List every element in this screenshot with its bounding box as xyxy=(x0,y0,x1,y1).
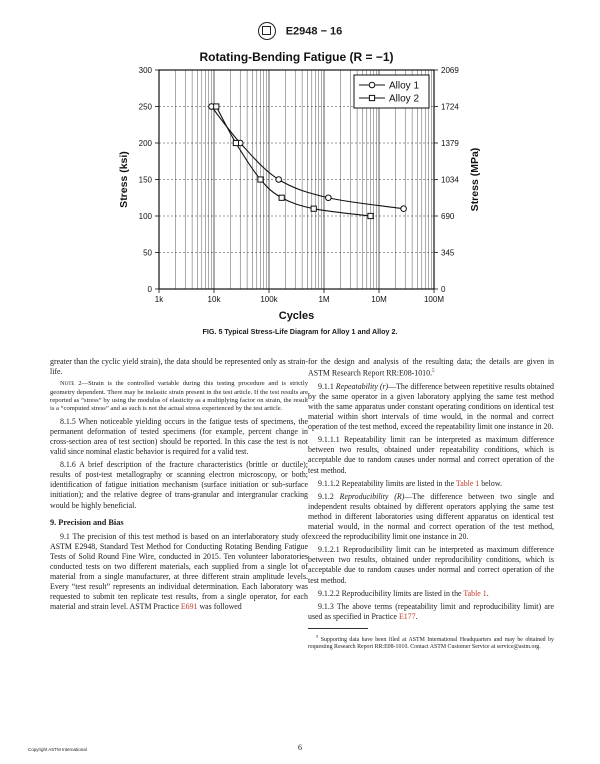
astm-logo-icon xyxy=(258,22,276,40)
copyright: Copyright ASTM International xyxy=(28,747,87,752)
data-point xyxy=(368,213,373,218)
clause-text: 9.1.1.2 Repeatability limits are listed in the xyxy=(318,478,456,488)
paragraph-8-1-6: 8.1.6 A brief description of the fracture characteristics (brittle or ductile); results of post-test metallography or scanning electron microscopy, or both; identification of fatigue initiation mechanism (surface initiation or sub-surface initiation); and the relative degree of trans-granular and intergranular cracking would be highly beneficial. xyxy=(50,460,308,510)
y-tick-label: 50 xyxy=(143,248,152,258)
y2-tick-label: 1724 xyxy=(441,102,459,112)
paragraph-9-1-3 xyxy=(308,602,554,622)
left-column xyxy=(50,357,308,616)
data-point xyxy=(214,104,219,109)
y2-axis-label: Stress (MPa) xyxy=(469,147,481,212)
y-tick-label: 200 xyxy=(138,139,152,148)
x-tick-label: 10k xyxy=(207,295,221,304)
fatigue-chart xyxy=(105,45,495,327)
footnote-ref[interactable]: 5 xyxy=(432,369,435,375)
y-tick-label: 300 xyxy=(138,66,152,75)
document-header xyxy=(0,22,600,40)
link-e177[interactable]: E177 xyxy=(398,611,416,621)
data-point xyxy=(311,206,316,211)
note-2 xyxy=(50,380,308,414)
data-point xyxy=(401,206,407,212)
data-point xyxy=(233,140,238,145)
x-tick-label: 1k xyxy=(154,295,164,304)
clause-text: —The difference between two single and independent results obtained by different operators applying the same test method in different laboratories using different apparatus on identical test material would, in the normal and correct operation of the test method, exceed the reproducibility limit one instance in 20. xyxy=(308,491,555,542)
y2-tick-label: 1379 xyxy=(441,139,459,148)
clause-text: 9.1.2.2 Reproducibility limits are listed in the xyxy=(318,588,464,598)
y2-tick-label: 345 xyxy=(441,248,455,258)
legend-label: Alloy 1 xyxy=(389,80,420,92)
legend-marker xyxy=(369,95,374,100)
term-repeatability: Repeatability (r) xyxy=(335,381,389,391)
y-tick-label: 250 xyxy=(138,102,152,112)
paragraph-9-1-1-1: 9.1.1.1 Repeatability limit can be interpreted as maximum difference between two results, obtained under repeatability conditions, which is acceptable due to random causes under normal and correct operation of the test method. xyxy=(308,435,554,475)
x-tick-label: 100M xyxy=(423,295,445,304)
footnote-divider xyxy=(308,628,368,629)
clause-number: 9.1.2 xyxy=(318,491,340,501)
y2-tick-label: 690 xyxy=(441,212,455,221)
link-table-1[interactable]: Table 1 xyxy=(463,588,487,598)
continuation-text: for the design and analysis of the resulting data; the details are given in ASTM Research Report RR:E08-1010. xyxy=(308,357,554,378)
y-axis-label: Stress (ksi) xyxy=(118,151,130,208)
clause-text: 9.1.3 The above terms (repeatability limit and reproducibility limit) are used as specified in Practice xyxy=(308,601,554,621)
paragraph-9-1-2-1: 9.1.2.1 Reproducibility limit can be interpreted as maximum difference between two results, obtained under reproducibility conditions, which is acceptable due to random causes under normal and correct operation of the test method. xyxy=(308,545,554,585)
clause-number: 9.1.1 xyxy=(318,381,336,391)
term-reproducibility: Reproducibility (R) xyxy=(339,491,405,501)
y-tick-label: 0 xyxy=(147,285,152,294)
x-tick-label: 1M xyxy=(318,295,330,304)
page-number: 6 xyxy=(298,743,302,752)
section-title-precision-bias: 9. Precision and Bias xyxy=(50,517,124,527)
footnote-mark: 5 xyxy=(316,633,319,639)
x-tick-label: 10M xyxy=(371,295,387,304)
clause-text: —The difference between repetitive results obtained by the same operator in a given laboratory applying the same test method with the same apparatus under constant operating conditions on identical test material within short intervals of time would, in the normal and correct operation of the test method, exceed the repeatability limit one instance in 20. xyxy=(308,381,554,432)
paragraph-9-1-2 xyxy=(308,492,554,542)
data-point xyxy=(258,177,263,182)
legend-marker xyxy=(369,82,375,88)
paragraph-continuation-right xyxy=(308,357,554,379)
paragraph-9-1-text: 9.1 The precision of this test method is based on an interlaboratory study of ASTM E2948, Standard Test Method for Conducting Rotating Bending Fatigue Tests of Solid Round Fine Wire, conducted in 2015. Ten volunteer laboratories conducted tests on two different materials, each supplied from a single lot of material from a single manufacturer, at three different strain amplitude levels. Every “test result” represents an individual determination. Each laboratory was requested to submit ten replicate test results, from a single operator, for each material and strain level. ASTM Practice xyxy=(50,531,308,612)
figure-caption: FIG. 5 Typical Stress-Life Diagram for Alloy 1 and Alloy 2. xyxy=(202,327,398,336)
paragraph-9-1-1-2 xyxy=(308,479,554,489)
paragraph-8-1-5: 8.1.5 When noticeable yielding occurs in the fatigue tests of specimens, the permanent deformation of tested specimens (for example, percent change in cross-section area of test section) should be reported. In this case the test is not valid since nominal elastic behavior is required for a valid test. xyxy=(50,416,308,457)
x-tick-label: 100k xyxy=(260,295,278,304)
right-column xyxy=(308,357,554,655)
y2-tick-label: 2069 xyxy=(441,66,459,75)
link-table-1[interactable]: Table 1 xyxy=(455,478,480,488)
footnote-5 xyxy=(308,633,554,652)
note-label: Note 2 xyxy=(60,380,82,388)
footnote-text: Supporting data have been filed at ASTM International Headquarters and may be obtained by requesting Research Report RR:E08-1010. Contact ASTM Customer Service at service@astm.org. xyxy=(308,636,554,651)
y2-tick-label: 0 xyxy=(441,285,446,294)
paragraph-9-1-1 xyxy=(308,382,554,432)
paragraph-continuation: greater than the cyclic yield strain), the data should be represented only as strain-life. xyxy=(50,357,308,377)
paragraph-9-1-end: was followed xyxy=(197,602,242,612)
chart-title: Rotating-Bending Fatigue (R = −1) xyxy=(199,50,394,64)
y2-tick-label: 1034 xyxy=(441,175,459,185)
x-axis-label: Cycles xyxy=(278,310,315,322)
data-point xyxy=(326,195,332,201)
y-tick-label: 150 xyxy=(138,175,152,185)
note-text: —Strain is the controlled variable during this testing procedure and is strictly geometry dependent. There may be inelastic strain present in the test article. If the test results are reported as “stress” by using the modulus of elasticity as a multiplying factor on strain, the result is a “computed stress” and as such is not the actual stress experienced by the test article. xyxy=(50,380,308,413)
paragraph-9-1-2-2 xyxy=(308,589,554,599)
paragraph-9-1 xyxy=(50,532,308,613)
data-point xyxy=(279,195,284,200)
clause-end: below. xyxy=(479,478,502,488)
legend-label: Alloy 2 xyxy=(389,93,420,105)
clause-end: . xyxy=(415,611,418,621)
data-point xyxy=(276,177,282,183)
clause-end: . xyxy=(486,588,489,598)
y-tick-label: 100 xyxy=(138,212,152,221)
link-e691[interactable]: E691 xyxy=(180,602,198,612)
series-line xyxy=(216,107,370,217)
standard-designation: E2948 − 16 xyxy=(285,25,343,38)
